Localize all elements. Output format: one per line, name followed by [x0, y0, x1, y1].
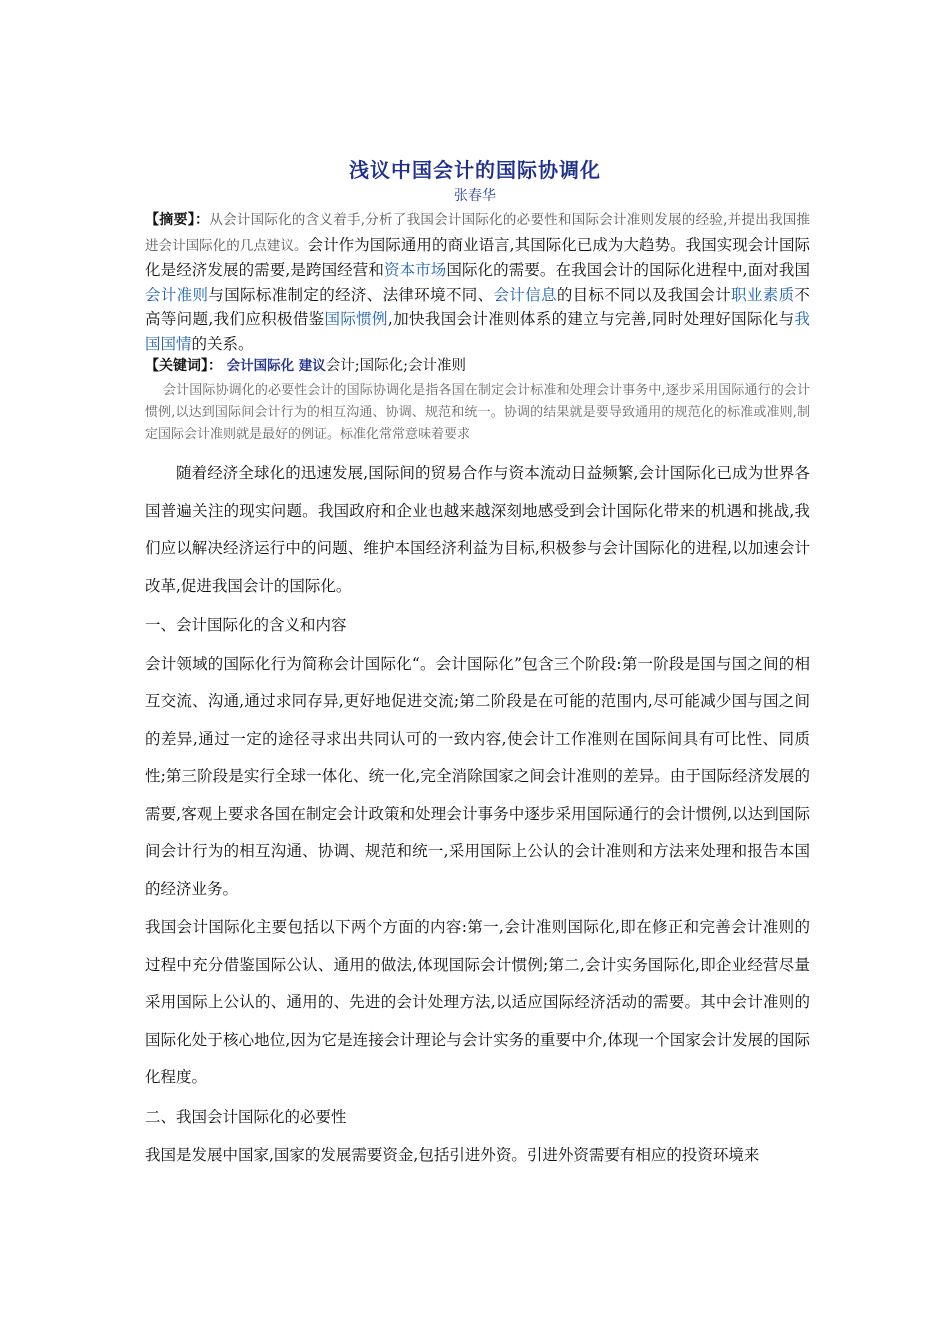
keywords-section — [145, 356, 810, 376]
link-international-practice[interactable]: 国际惯例 — [324, 310, 388, 328]
paragraph-1: 会计领域的国际化行为简称会计国际化“。会计国际化”包含三个阶段:第一阶段是国与国之间的相互交流、沟通,通过求同存异,更好地促进交流;第二阶段是在可能的范围内,尽可能减少国与国之间的差异,通过一定的途径寻求出共同认可的一致内容,使会计工作准则在国际间具有可比性、同质性;第三阶段是实行全球一体化、统一化,完全消除国家之间会计准则的差异。由于国际经济发展的需要,客观上要求各国在制定会计政策和处理会计事务中逐步采用国际通行的会计惯例,以达到国际间会计行为的相互沟通、协调、规范和统一,采用国际上公认的会计准则和方法来处理和报告本国的经济业务。 — [145, 654, 810, 898]
abstract-section — [145, 207, 810, 356]
paragraph-2: 我国会计国际化主要包括以下两个方面的内容:第一,会计准则国际化,即在修正和完善会计准则的过程中充分借鉴国际公认、通用的做法,体现国际会计惯例;第二,会计实务国际化,即企业经营尽量采用国际上公认的、通用的、先进的会计处理方法,以适应国际经济活动的需要。其中会计准则的国际化处于核心地位,因为它是连接会计理论与会计实务的重要中介,体现一个国家会计发展的国际化程度。 — [145, 918, 810, 1086]
abstract-text: 的关系。 — [191, 334, 254, 353]
abstract-text: 会计作为国际通用的商业语言,其国际化已成为大趋势。我国实现会计国际化是经济发展的需要,是跨国经营和 — [145, 235, 810, 279]
article-title: 浅议中国会计的国际协调化 — [349, 158, 601, 182]
abstract-label: 【摘要】： — [145, 212, 210, 228]
excerpt-text: 会计国际协调化的必要性会计的国际协调化是指各国在制定会计标准和处理会计事务中,逐步采用国际通行的会计惯例,以达到国际间会计行为的相互沟通、协调、规范和统一。协调的结果就是要导致通用的规范化的标准或准则,制定国际会计准则就是最好的例证。标准化常常意味着要求 — [145, 383, 810, 442]
abstract-text: ,加快我国会计准则体系的建立与完善,同时处理好国际化与 — [387, 310, 795, 328]
abstract-text: 不高等问题,我们应积极借鉴 — [145, 285, 810, 328]
link-national-conditions[interactable]: 我国国情 — [145, 310, 810, 353]
intro-paragraph: 随着经济全球化的迅速发展,国际间的贸易合作与资本流动日益频繁,会计国际化已成为世界各国普遍关注的现实问题。我国政府和企业也越来越深刻地感受到会计国际化带来的机遇和挑战,我们应以解决经济运行中的问题、维护本国经济利益为目标,积极参与会计国际化的进程,以加速会计改革,促进我国会计的国际化。 — [145, 464, 810, 595]
keywords-rest: 会计;国际化;会计准则 — [325, 358, 466, 374]
excerpt-section — [145, 380, 810, 446]
abstract-text: 的目标不同以及我国会计 — [556, 285, 732, 304]
link-professional-quality[interactable]: 职业素质 — [731, 285, 795, 304]
abstract-text: 与国际标准制定的经济、法律环境不同、 — [208, 285, 494, 304]
body-section — [145, 455, 810, 1175]
section-heading-2: 二、我国会计国际化的必要性 — [145, 1107, 347, 1126]
link-accounting-standards[interactable]: 会计准则 — [145, 285, 209, 304]
link-capital-market[interactable]: 资本市场 — [383, 261, 447, 279]
keyword-link[interactable]: 会计国际化 — [226, 358, 295, 374]
author-name: 张春华 — [454, 188, 496, 204]
abstract-text: 国际化的需要。在我国会计的国际化进程中,面对我国 — [446, 261, 810, 279]
keywords-label: 【关键词】： — [145, 358, 222, 374]
paragraph-3: 我国是发展中国家,国家的发展需要资金,包括引进外资。引进外资需要有相应的投资环境来 — [145, 1146, 760, 1164]
keyword-link[interactable]: 建议 — [298, 358, 326, 374]
abstract-lead: 从会计国际化的含义着手,分析了我国会计国际化的必要性和国际会计准则发展的经验,并提出我国推进会计国际化的几点建议。 — [145, 212, 810, 254]
link-accounting-information[interactable]: 会计信息 — [493, 285, 557, 304]
section-heading-1: 一、会计国际化的含义和内容 — [145, 616, 347, 634]
